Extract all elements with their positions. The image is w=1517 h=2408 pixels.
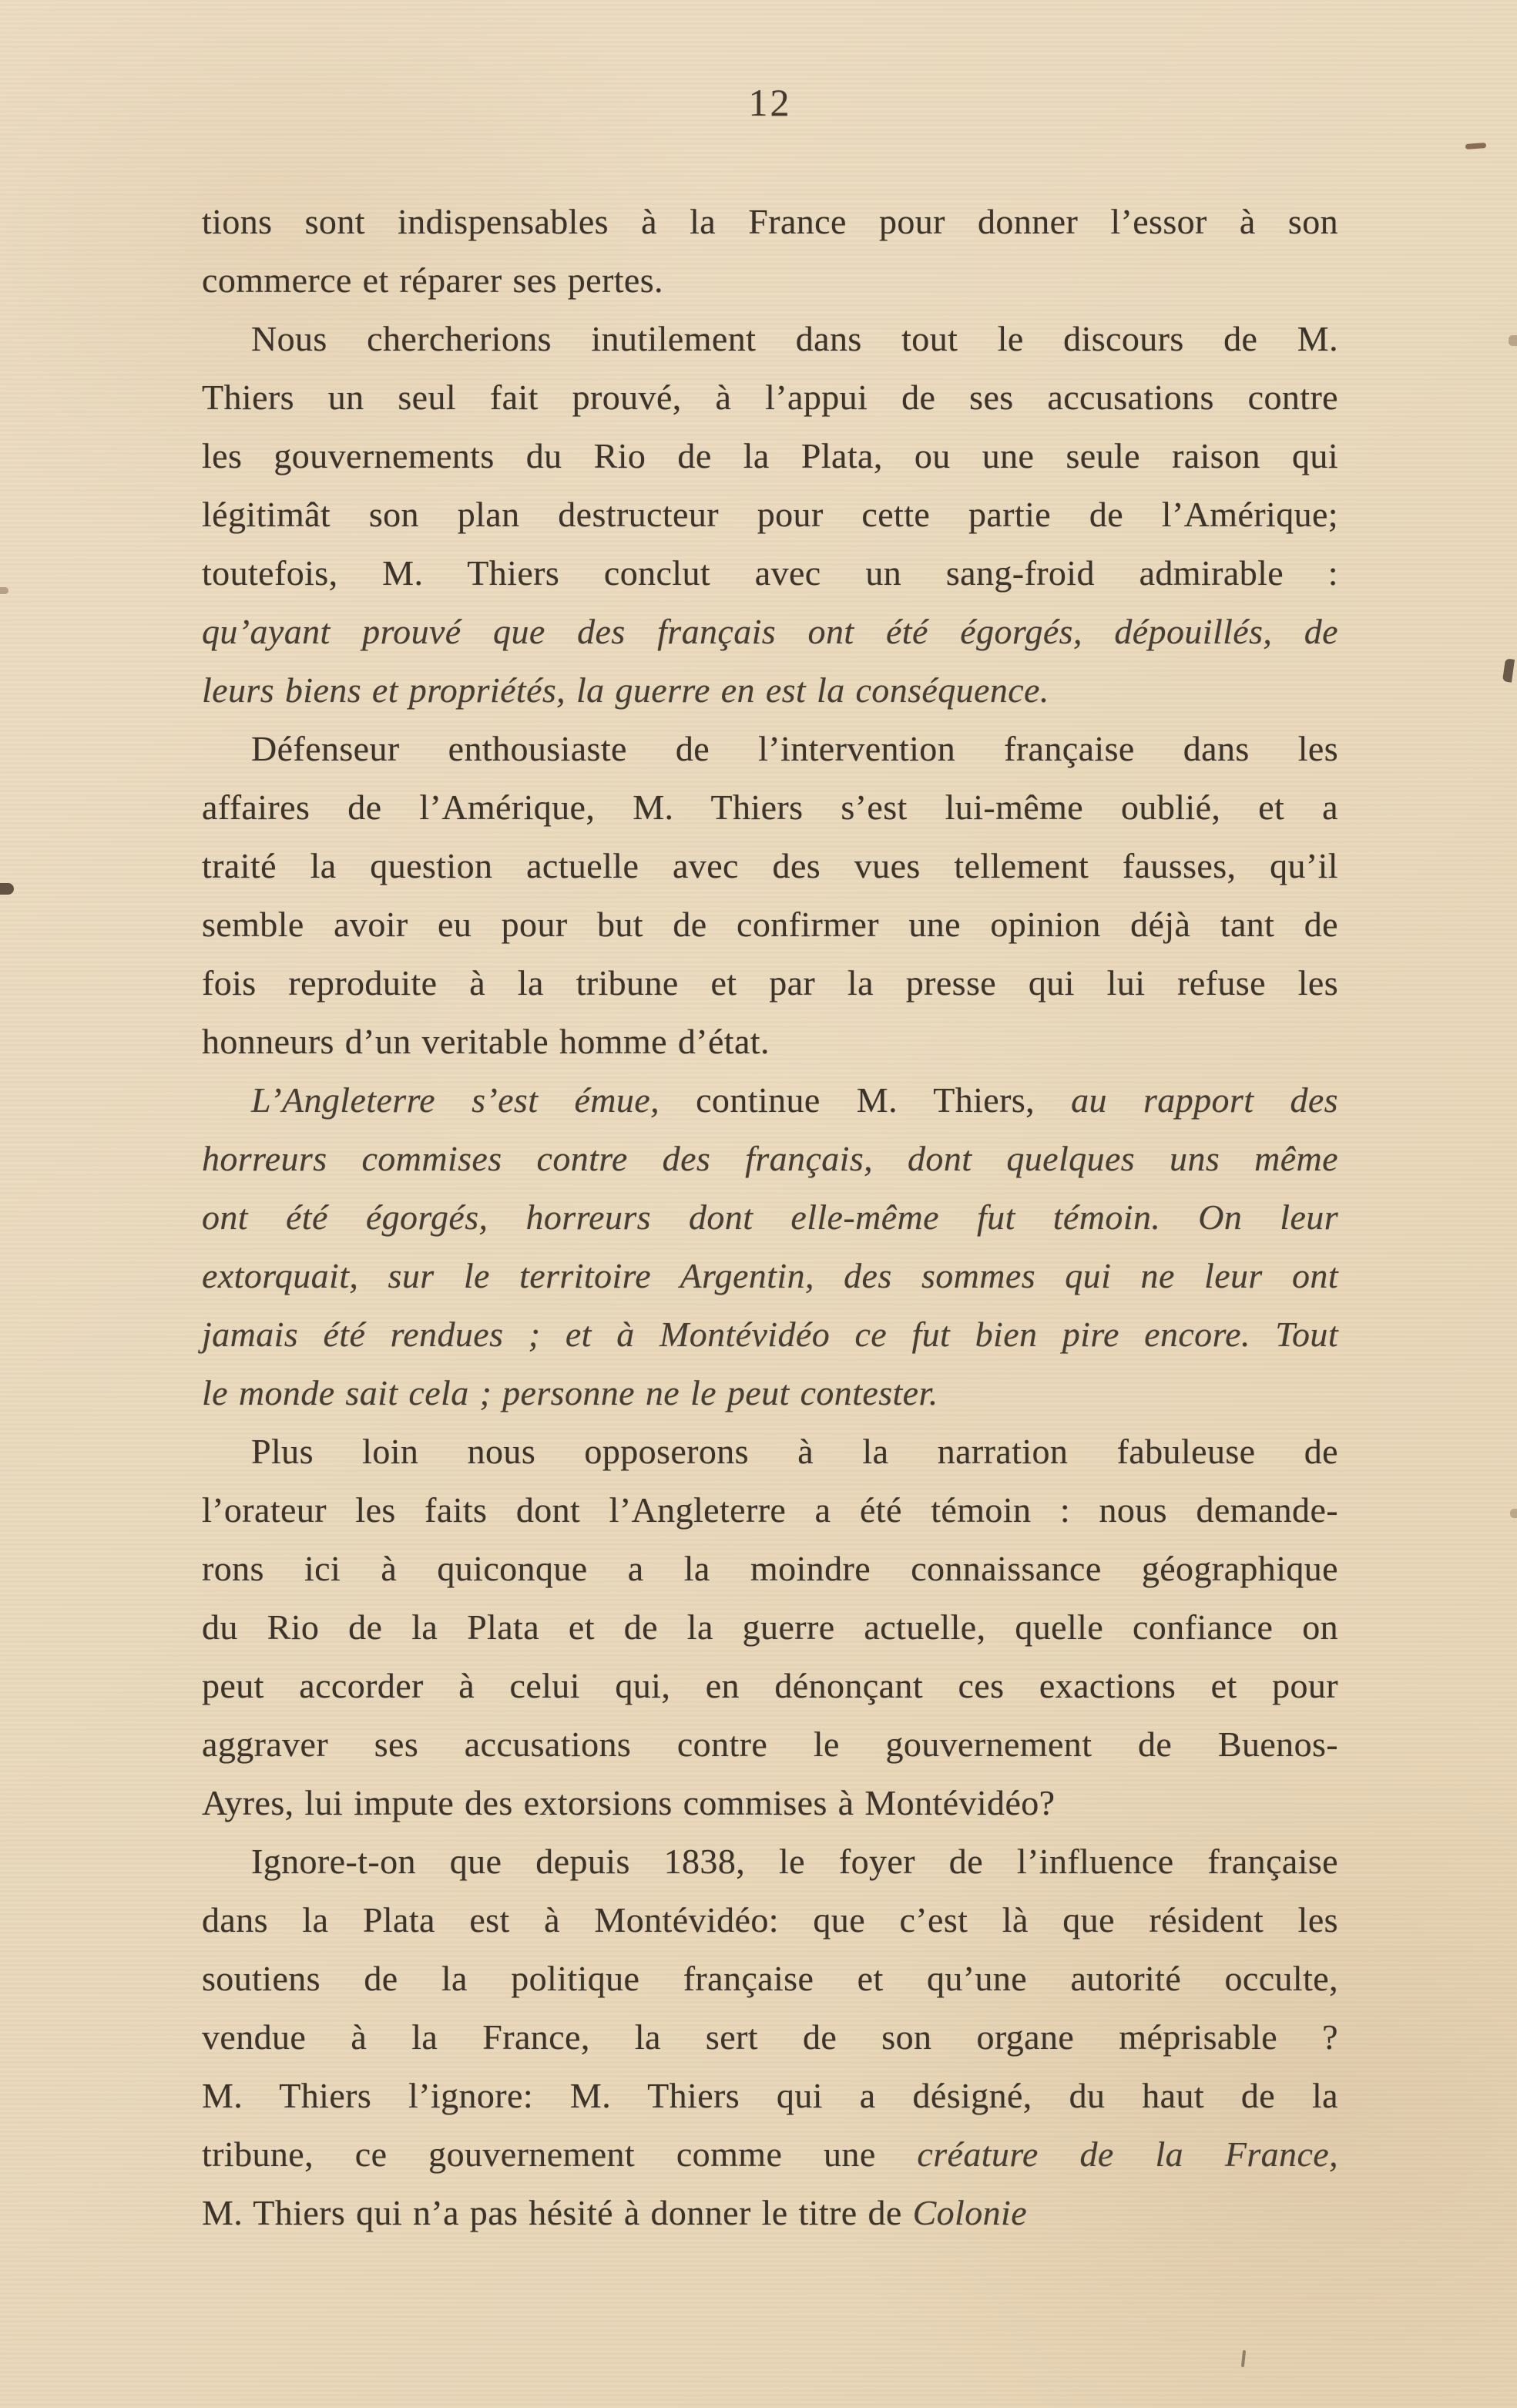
text-segment: affaires de l’Amérique, M. Thiers s’est lui-même oublié, et a — [202, 788, 1338, 827]
text-segment: rons ici à quiconque a la moindre connaissance géographique — [202, 1549, 1338, 1588]
text-line — [202, 2125, 1338, 2184]
text-line — [202, 778, 1338, 837]
text-segment: semble avoir eu pour but de confirmer une opinion déjà tant de — [202, 905, 1338, 944]
text-segment: soutiens de la politique française et qu’une autorité occulte, — [202, 1959, 1338, 1998]
text-segment: dans la Plata est à Montévidéo: que c’est là que résident les — [202, 1900, 1338, 1939]
text-line — [202, 1305, 1338, 1364]
italic-text-segment: leurs biens et propriétés, la guerre en est la conséquence. — [202, 670, 1049, 710]
text-segment: tions sont indispensables à la France pour donner l’essor à son — [202, 202, 1338, 241]
text-line — [202, 1598, 1338, 1657]
text-segment: du Rio de la Plata et de la guerre actuelle, quelle confiance on — [202, 1607, 1338, 1647]
text-line — [202, 1832, 1338, 1891]
text-segment: honneurs d’un veritable homme d’état. — [202, 1022, 770, 1061]
text-line — [202, 1071, 1338, 1130]
scan-artifact — [1510, 1509, 1517, 1518]
text-segment: M. Thiers l’ignore: M. Thiers qui a désigné, du haut de la — [202, 2076, 1338, 2115]
scan-artifact — [1241, 2350, 1246, 2367]
paragraph — [202, 1832, 1338, 2242]
italic-text-segment: ont été égorgés, horreurs dont elle-même fut témoin. On leur — [202, 1197, 1338, 1237]
scan-artifact — [1465, 143, 1486, 149]
text-line — [202, 1422, 1338, 1481]
text-line — [202, 427, 1338, 485]
text-segment: peut accorder à celui qui, en dénonçant ces exactions et pour — [202, 1666, 1338, 1705]
text-line — [202, 2008, 1338, 2067]
text-line — [202, 895, 1338, 954]
scan-artifact — [1502, 658, 1515, 682]
italic-text-segment: horreurs commises contre des français, dont quelques uns même — [202, 1139, 1338, 1178]
text-segment: commerce et réparer ses pertes. — [202, 260, 663, 300]
text-line — [202, 603, 1338, 661]
text-line — [202, 1013, 1338, 1071]
paragraph — [202, 1071, 1338, 1422]
text-segment: aggraver ses accusations contre le gouvernement de Buenos- — [202, 1725, 1338, 1764]
text-line — [202, 2184, 1338, 2242]
scan-artifact — [0, 587, 8, 594]
italic-text-segment: extorquait, sur le territoire Argentin, des sommes qui ne leur ont — [202, 1256, 1338, 1295]
text-line — [202, 1891, 1338, 1950]
scan-artifact — [1509, 335, 1517, 346]
text-line — [202, 661, 1338, 720]
paragraph — [202, 720, 1338, 1071]
text-segment: Thiers un seul fait prouvé, à l’appui de ses accusations contre — [202, 378, 1338, 417]
text-segment: l’orateur les faits dont l’Angleterre a été témoin : nous demande- — [202, 1490, 1338, 1530]
text-segment: Défenseur enthousiaste de l’intervention française dans les — [251, 729, 1338, 768]
text-segment: fois reproduite à la tribune et par la presse qui lui refuse les — [202, 963, 1338, 1002]
text-line — [202, 1130, 1338, 1188]
text-segment: tribune, ce gouvernement comme une — [202, 2134, 918, 2174]
text-line — [202, 485, 1338, 544]
text-segment: vendue à la France, la sert de son organe méprisable ? — [202, 2017, 1338, 2057]
text-line — [202, 193, 1338, 251]
text-segment: toutefois, M. Thiers conclut avec un sang-froid admirable : — [202, 553, 1338, 593]
text-segment: Ignore-t-on que depuis 1838, le foyer de l’influence française — [251, 1842, 1338, 1881]
text-segment: Nous chercherions inutilement dans tout le discours de M. — [251, 319, 1338, 358]
text-line — [202, 251, 1338, 310]
italic-text-segment: jamais été rendues ; et à Montévidéo ce fut bien pire encore. Tout — [202, 1315, 1338, 1354]
text-segment: Plus loin nous opposerons à la narration fabuleuse de — [251, 1432, 1338, 1471]
paragraph — [202, 193, 1338, 310]
text-segment: Ayres, lui impute des extorsions commises à Montévidéo? — [202, 1783, 1056, 1822]
italic-text-segment: L’Angleterre s’est émue, — [251, 1080, 660, 1120]
italic-text-segment: Colonie — [912, 2193, 1028, 2232]
italic-text-segment: créature de la France, — [917, 2134, 1338, 2174]
text-line — [202, 1657, 1338, 1715]
text-line — [202, 1715, 1338, 1774]
scan-artifact — [0, 883, 14, 895]
text-line — [202, 954, 1338, 1013]
text-segment: traité la question actuelle avec des vues tellement fausses, qu’il — [202, 846, 1338, 885]
page-text — [202, 193, 1338, 2242]
text-segment: continue M. Thiers, — [659, 1080, 1072, 1120]
text-line — [202, 720, 1338, 778]
italic-text-segment: le monde sait cela ; personne ne le peut contester. — [202, 1373, 938, 1412]
text-line — [202, 1774, 1338, 1832]
text-line — [202, 310, 1338, 368]
text-line — [202, 368, 1338, 427]
text-segment: légitimât son plan destructeur pour cette partie de l’Amérique; — [202, 495, 1338, 534]
text-line — [202, 1247, 1338, 1305]
text-line — [202, 1188, 1338, 1247]
text-segment: M. Thiers qui n’a pas hésité à donner le titre de — [202, 2193, 913, 2232]
paragraph — [202, 1422, 1338, 1832]
text-line — [202, 1481, 1338, 1540]
text-line — [202, 1950, 1338, 2008]
text-line — [202, 2067, 1338, 2125]
paragraph — [202, 310, 1338, 720]
text-line — [202, 1540, 1338, 1598]
text-line — [202, 837, 1338, 895]
text-line — [202, 1364, 1338, 1422]
page-number: 12 — [748, 81, 792, 124]
italic-text-segment: au rapport des — [1071, 1080, 1338, 1120]
text-segment: les gouvernements du Rio de la Plata, ou une seule raison qui — [202, 436, 1338, 475]
italic-text-segment: qu’ayant prouvé que des français ont été égorgés, dépouillés, de — [202, 612, 1338, 651]
text-line — [202, 544, 1338, 603]
